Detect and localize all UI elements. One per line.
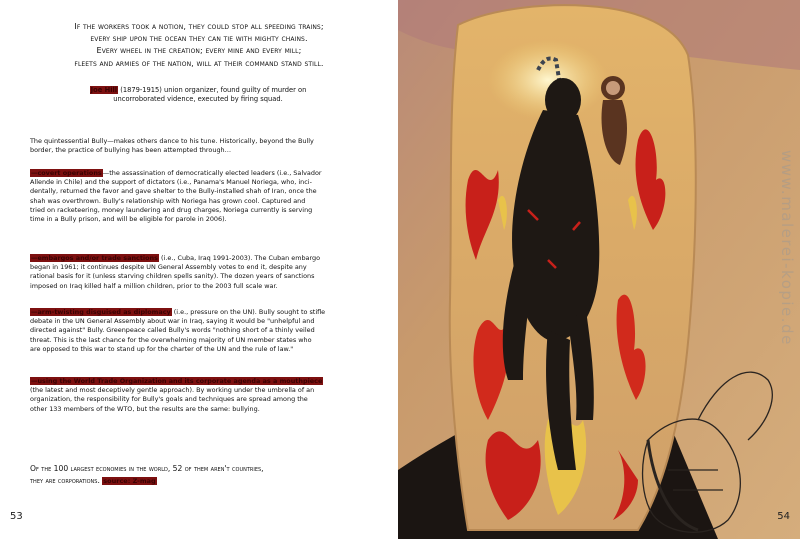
section-line: dentally, returned the favor and gave shelter to the Bully-installed shah of Iran, once the xyxy=(30,187,317,196)
intro-paragraph xyxy=(30,137,378,155)
section-line: imposed on Iraq killed half a million children, prior to the 2003 full scale war. xyxy=(30,281,278,290)
page-number-right: 54 xyxy=(777,511,790,522)
source-citation: source: Z-mag xyxy=(103,477,156,485)
section-heading: —embargos and/or trade sanctions xyxy=(31,254,158,262)
epigraph-quote xyxy=(20,20,378,69)
section-line: tried on racketeering, money laundering and drug charges, Noriega currently is serving xyxy=(30,205,313,214)
quote-line: fleets and armies of the nation, will at their command stand still. xyxy=(74,57,324,68)
section-line: shah was overthrown. Bully's relationship with Noriega has grown cool. Captured and xyxy=(30,196,306,205)
section-line: rational basis for it (unless starving children spells sanity). The dozen years of sanctions xyxy=(30,272,315,281)
section-heading: —covert operations xyxy=(31,169,102,177)
footer-line: they are corporations. xyxy=(30,476,100,485)
quote-author: Joe Hill xyxy=(90,86,118,94)
section-covert-operations xyxy=(30,169,378,224)
quote-line: Every wheel in the creation; every mine and every mill; xyxy=(96,45,302,56)
footer-line: Of the 100 largest economies in the world, 52 of them aren't countries, xyxy=(30,464,264,473)
intro-line: border, the practice of bullying has been attempted through… xyxy=(30,146,232,155)
footer-statement xyxy=(30,463,378,487)
section-line: —the assassination of democratically elected leaders (i.e., Salvador xyxy=(102,169,322,177)
section-line: time in a Bully prison, and will be eligible for parole in 2006). xyxy=(30,215,227,224)
section-heading: —using the World Trade Organization and its corporate agenda as a mouthpiece xyxy=(31,377,323,385)
section-line: other 133 members of the WTO, but the results are the same: bullying. xyxy=(30,404,260,413)
section-wto xyxy=(30,377,378,414)
quote-attribution xyxy=(58,86,338,104)
section-line: organization, the responsibility for Bully's goals and techniques are spread among the xyxy=(30,395,308,404)
quote-line: If the workers took a notion, they could stop all speeding trains; xyxy=(74,21,324,31)
section-heading: —arm-twisting disguised as diplomacy xyxy=(31,308,171,316)
author-description: (1879-1915) union organizer, found guilty of murder on xyxy=(118,86,307,94)
section-embargos xyxy=(30,254,378,291)
page-number-left: 53 xyxy=(10,511,23,522)
section-line: (i.e., Cuba, Iraq 1991-2003). The Cuban embargo xyxy=(158,254,321,262)
painting-page xyxy=(398,0,800,539)
section-line: Allende in Chile) and the support of dictators (i.e., Panama's Manuel Noriega, who, inci- xyxy=(30,178,312,187)
bear-painting xyxy=(398,0,800,539)
intro-line: The quintessential Bully—makes others dance to his tune. Historically, beyond the Bully xyxy=(30,137,314,145)
watermark: www.malerei-kopie.de xyxy=(778,150,796,346)
section-line: threat. This is the last chance for the overwhelming majority of UN member states who xyxy=(30,335,312,344)
section-line: (i.e., pressure on the UN). Bully sought to stifle xyxy=(171,308,326,316)
left-page xyxy=(0,0,398,539)
section-line: directed against" Bully. Greenpeace called Bully's words "nothing short of a thinly veiled xyxy=(30,326,315,335)
section-line: (the latest and most deceptively gentle approach). By working under the umbrella of an xyxy=(30,386,315,395)
quote-line: every ship upon the ocean they can tie with mighty chains. xyxy=(90,33,308,44)
section-line: debate in the UN General Assembly about war in Iraq, saying it would be "unhelpful and xyxy=(30,317,315,326)
author-description-2: uncorroborated vidence, executed by firing squad. xyxy=(113,95,283,103)
section-arm-twisting xyxy=(30,308,378,354)
section-line: are opposed to this war to stand up for the charter of the UN and the rule of law." xyxy=(30,344,294,353)
section-line: began in 1961; it continues despite UN General Assembly votes to end it, despite any xyxy=(30,263,307,272)
